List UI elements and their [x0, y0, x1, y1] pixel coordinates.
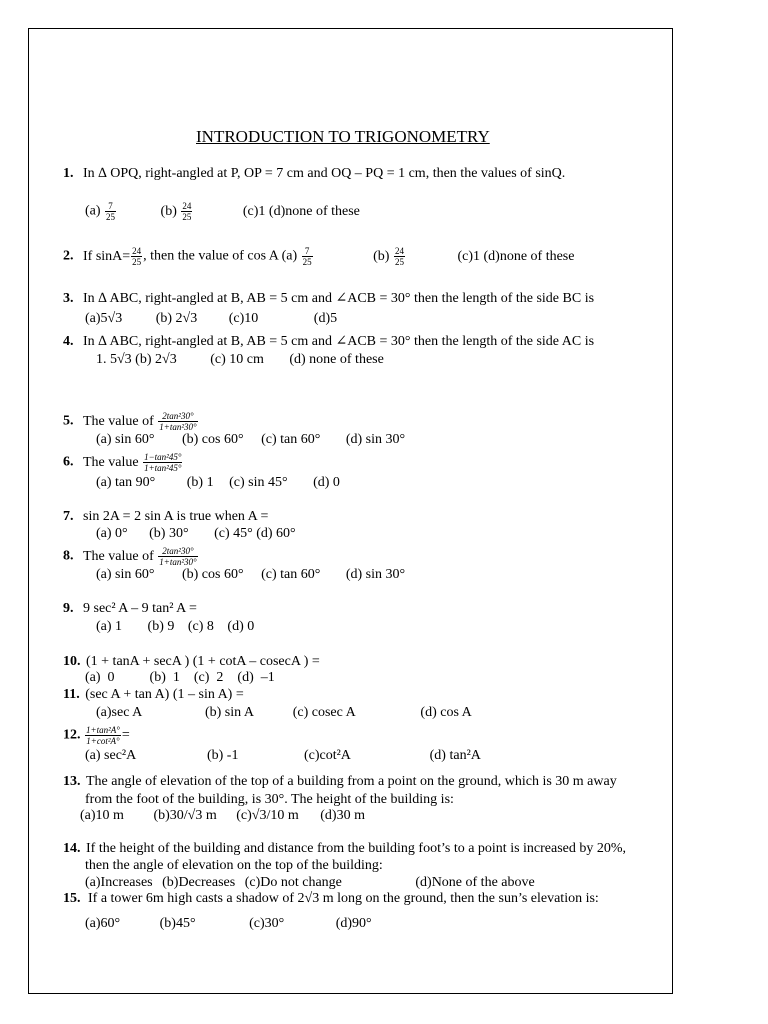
question-number: 7.	[63, 509, 74, 524]
question-number: 4.	[63, 334, 74, 349]
page-title: INTRODUCTION TO TRIGONOMETRY	[196, 127, 490, 146]
option-b: (b) 1	[186, 475, 214, 490]
option-a: (a)sec A	[96, 705, 142, 720]
question-number: 3.	[63, 291, 74, 306]
option-a: (a) 1	[96, 619, 123, 634]
question-3	[63, 291, 594, 307]
option-d: (d) tan²A	[429, 748, 481, 763]
option-d: (d) sin 30°	[345, 432, 406, 447]
question-8	[63, 546, 199, 567]
question-4	[63, 334, 594, 350]
question-text: In ∆ OPQ, right-angled at P, OP = 7 cm and OQ – PQ = 1 cm, then the values of sinQ.	[83, 166, 566, 181]
option-b: (b)	[160, 203, 177, 219]
question-text: sin 2A = 2 sin A is true when A =	[83, 509, 269, 524]
question-10-options: (a) 0 (b) 1 (c) 2 (d) –1	[85, 670, 275, 685]
fraction: $\frac{\text{2tan²30°}}{\text{1+tan²30°}}$	[159, 411, 197, 432]
question-9-options	[96, 619, 254, 635]
option-d: (d) cos A	[420, 705, 472, 720]
option-c: (c)Do not change	[244, 875, 342, 890]
question-6-options	[96, 475, 340, 491]
option-a: (a) 0°	[96, 526, 128, 541]
question-text: 9 sec² A – 9 tan² A =	[83, 601, 197, 616]
option-a: (a)5√3	[85, 311, 123, 326]
question-14	[63, 841, 626, 857]
option-c-d: (c)1 (d)none of these	[457, 248, 575, 264]
question-6	[63, 452, 183, 473]
option-c: (c)√3/10 m	[236, 808, 299, 823]
option-d: (d) 0	[313, 475, 340, 490]
fraction: $\frac{7}{25}$	[106, 201, 116, 222]
question-text: The value of	[83, 548, 154, 564]
question-7	[63, 509, 268, 525]
fraction: $\frac{24}{25}$	[182, 201, 192, 222]
option-b: (b) cos 60°	[181, 567, 244, 582]
question-13	[63, 774, 617, 790]
question-number: 1.	[63, 166, 74, 181]
fraction: $\frac{\text{1−tan²45°}}{\text{1+tan²45°}}$	[144, 452, 182, 473]
fraction: $\frac{7}{25}$	[302, 246, 312, 267]
option-a-b: 1. 5√3 (b) 2√3	[96, 352, 177, 367]
option-a: (a)10 m	[80, 808, 124, 823]
question-number: 2.	[63, 248, 74, 264]
option-d: (d) 0	[227, 619, 255, 634]
question-text: In ∆ ABC, right-angled at B, AB = 5 cm and ∠ACB = 30° then the length of the side AC is	[83, 334, 595, 349]
question-15	[63, 891, 599, 907]
option-a: (a) sec²A	[85, 748, 136, 763]
question-7-options	[96, 526, 296, 542]
option-b: (b)30/√3 m	[153, 808, 217, 823]
option-b: (b) -1	[206, 748, 239, 763]
option-c-d: (c)1 (d)none of these	[242, 203, 360, 219]
question-11-options	[96, 705, 472, 721]
option-a: (a)	[85, 203, 101, 219]
question-number: 12.	[63, 727, 81, 743]
option-b: (b) 30°	[149, 526, 189, 541]
question-number: 14.	[63, 841, 81, 856]
option-d: (d)30 m	[320, 808, 365, 823]
question-11	[63, 687, 244, 703]
question-14-text-line2: then the angle of elevation on the top of the building:	[85, 858, 383, 873]
question-9	[63, 601, 197, 617]
question-text: (1 + tanA + secA ) (1 + cotA – cosecA ) =	[86, 654, 320, 669]
equals-sign: =	[121, 727, 130, 743]
question-text: The value	[83, 454, 139, 470]
option-b: (b)Decreases	[162, 875, 236, 890]
question-13-text-line2: from the foot of the building, is 30°. The height of the building is:	[85, 792, 454, 807]
option-c: (c) tan 60°	[261, 567, 321, 582]
question-15-options	[85, 916, 372, 932]
question-3-options	[85, 311, 337, 327]
question-number: 5.	[63, 413, 74, 429]
question-number: 9.	[63, 601, 74, 616]
option-b: (b) cos 60°	[181, 432, 244, 447]
option-b: (b)	[373, 248, 390, 264]
option-d: (d)None of the above	[415, 875, 535, 890]
question-5	[63, 411, 199, 432]
fraction: $\frac{\text{1+tan²A°}}{\text{1+cot²A°}}$	[86, 725, 120, 746]
option-a: (a) tan 90°	[96, 475, 156, 490]
fraction: $\frac{24}{25}$	[394, 246, 404, 267]
question-text: If a tower 6m high casts a shadow of 2√3 m long on the ground, then the sun’s elevation is:	[88, 891, 599, 906]
option-d: (d)5	[313, 311, 338, 326]
question-number: 8.	[63, 548, 74, 564]
question-12-options	[85, 748, 481, 764]
question-text: The angle of elevation of the top of a building from a point on the ground, which is 30 m away	[86, 774, 617, 789]
question-2	[63, 246, 574, 267]
option-d: (d)90°	[335, 916, 372, 931]
option-c-d: (c) 45° (d) 60°	[214, 526, 296, 541]
question-4-options	[96, 352, 384, 368]
option-c: (c)10	[228, 311, 259, 326]
option-a: (a) sin 60°	[96, 567, 155, 582]
question-number: 6.	[63, 454, 74, 470]
question-text: In ∆ ABC, right-angled at B, AB = 5 cm and ∠ACB = 30° then the length of the side BC is	[83, 291, 595, 306]
option-c: (c) cosec A	[292, 705, 355, 720]
option-d: (d) sin 30°	[345, 567, 406, 582]
fraction: $\frac{24}{25}$	[132, 246, 142, 267]
question-13-options	[80, 808, 365, 824]
question-1-options	[85, 201, 360, 222]
question-8-options	[96, 567, 405, 583]
option-c: (c)cot²A	[303, 748, 351, 763]
question-text-cont: , then the value of cos A (a)	[143, 248, 298, 264]
option-b: (b)45°	[159, 916, 196, 931]
option-a: (a)60°	[85, 916, 121, 931]
option-d: (d) none of these	[289, 352, 384, 367]
option-c: (c) tan 60°	[261, 432, 321, 447]
option-c: (c) sin 45°	[229, 475, 288, 490]
option-b: (b) sin A	[204, 705, 254, 720]
question-number: 13.	[63, 774, 81, 789]
question-14-options	[85, 875, 535, 891]
question-text: If the height of the building and distance from the building foot’s to a point is increased by 20%,	[86, 841, 627, 856]
question-12	[63, 725, 130, 746]
fraction: $\frac{\text{2tan²30°}}{\text{1+tan²30°}}$	[159, 546, 197, 567]
option-b: (b) 2√3	[155, 311, 198, 326]
question-10	[63, 654, 320, 670]
option-c: (c) 10 cm	[210, 352, 264, 367]
question-number: 11.	[63, 687, 80, 702]
question-number: 15.	[63, 891, 81, 906]
option-a: (a) sin 60°	[96, 432, 155, 447]
question-text: The value of	[83, 413, 154, 429]
question-5-options	[96, 432, 405, 448]
question-text: If sinA=	[83, 248, 131, 264]
question-number: 10.	[63, 654, 81, 669]
question-text: (sec A + tan A) (1 – sin A) =	[85, 687, 244, 702]
question-1	[63, 166, 565, 182]
option-a: (a)Increases	[85, 875, 153, 890]
option-b: (b) 9	[147, 619, 175, 634]
option-c: (c)30°	[249, 916, 285, 931]
option-c: (c) 8	[187, 619, 214, 634]
